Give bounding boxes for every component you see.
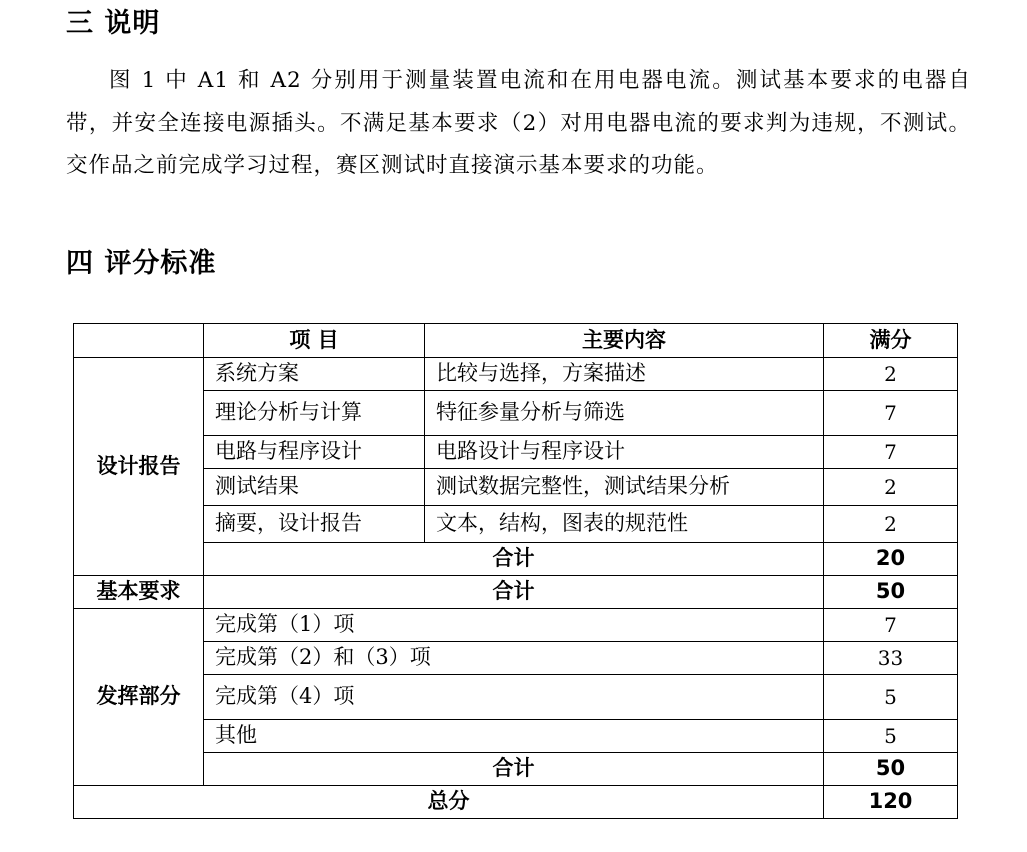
scoring-table	[73, 323, 958, 819]
table-header-row	[74, 324, 958, 358]
table-row	[74, 391, 958, 436]
section-4-heading: 四 评分标准	[66, 248, 217, 279]
content-cell: 比较与选择，方案描述	[425, 358, 824, 391]
category-extend: 发挥部分	[74, 609, 204, 786]
score-cell: 2	[824, 469, 958, 506]
content-cell: 特征参量分析与筛选	[425, 391, 824, 436]
score-cell: 7	[824, 436, 958, 469]
basic-row	[74, 576, 958, 609]
item-cell: 理论分析与计算	[204, 391, 425, 436]
score-cell: 7	[824, 609, 958, 642]
header-blank-cell	[74, 324, 204, 358]
subtotal-label: 合计	[204, 543, 824, 576]
section-3-paragraph: 图 1 中 A1 和 A2 分别用于测量装置电流和在用电器电流。测试基本要求的电器自带，并安全连接电源插头。不满足基本要求（2）对用电器电流的要求判为违规，不测试。交作品之前完成学习过程，赛区测试时直接演示基本要求的功能。	[66, 68, 971, 178]
item-cell: 完成第（2）和（3）项	[204, 642, 824, 675]
score-cell: 7	[824, 391, 958, 436]
subtotal-row	[74, 753, 958, 786]
section-3-heading: 三 说明	[66, 8, 161, 39]
score-cell: 33	[824, 642, 958, 675]
subtotal-value: 50	[824, 753, 958, 786]
score-cell: 5	[824, 720, 958, 753]
subtotal-label: 合计	[204, 753, 824, 786]
header-item: 项 目	[204, 324, 425, 358]
category-basic: 基本要求	[74, 576, 204, 609]
table-row	[74, 720, 958, 753]
item-cell: 完成第（1）项	[204, 609, 824, 642]
subtotal-value: 50	[824, 576, 958, 609]
table-row	[74, 675, 958, 720]
table-row	[74, 469, 958, 506]
item-cell: 系统方案	[204, 358, 425, 391]
header-content: 主要内容	[425, 324, 824, 358]
subtotal-value: 20	[824, 543, 958, 576]
table-row	[74, 358, 958, 391]
total-label: 总分	[74, 786, 824, 819]
item-cell: 其他	[204, 720, 824, 753]
table-row	[74, 609, 958, 642]
category-design: 设计报告	[74, 358, 204, 576]
item-cell: 摘要，设计报告	[204, 506, 425, 543]
total-row	[74, 786, 958, 819]
subtotal-label: 合计	[204, 576, 824, 609]
table-row	[74, 642, 958, 675]
content-cell: 电路设计与程序设计	[425, 436, 824, 469]
score-cell: 2	[824, 506, 958, 543]
total-value: 120	[824, 786, 958, 819]
content-cell: 文本，结构，图表的规范性	[425, 506, 824, 543]
item-cell: 测试结果	[204, 469, 425, 506]
item-cell: 电路与程序设计	[204, 436, 425, 469]
header-score: 满分	[824, 324, 958, 358]
table-row	[74, 506, 958, 543]
content-cell: 测试数据完整性，测试结果分析	[425, 469, 824, 506]
score-cell: 5	[824, 675, 958, 720]
table-row	[74, 436, 958, 469]
score-cell: 2	[824, 358, 958, 391]
item-cell: 完成第（4）项	[204, 675, 824, 720]
subtotal-row	[74, 543, 958, 576]
